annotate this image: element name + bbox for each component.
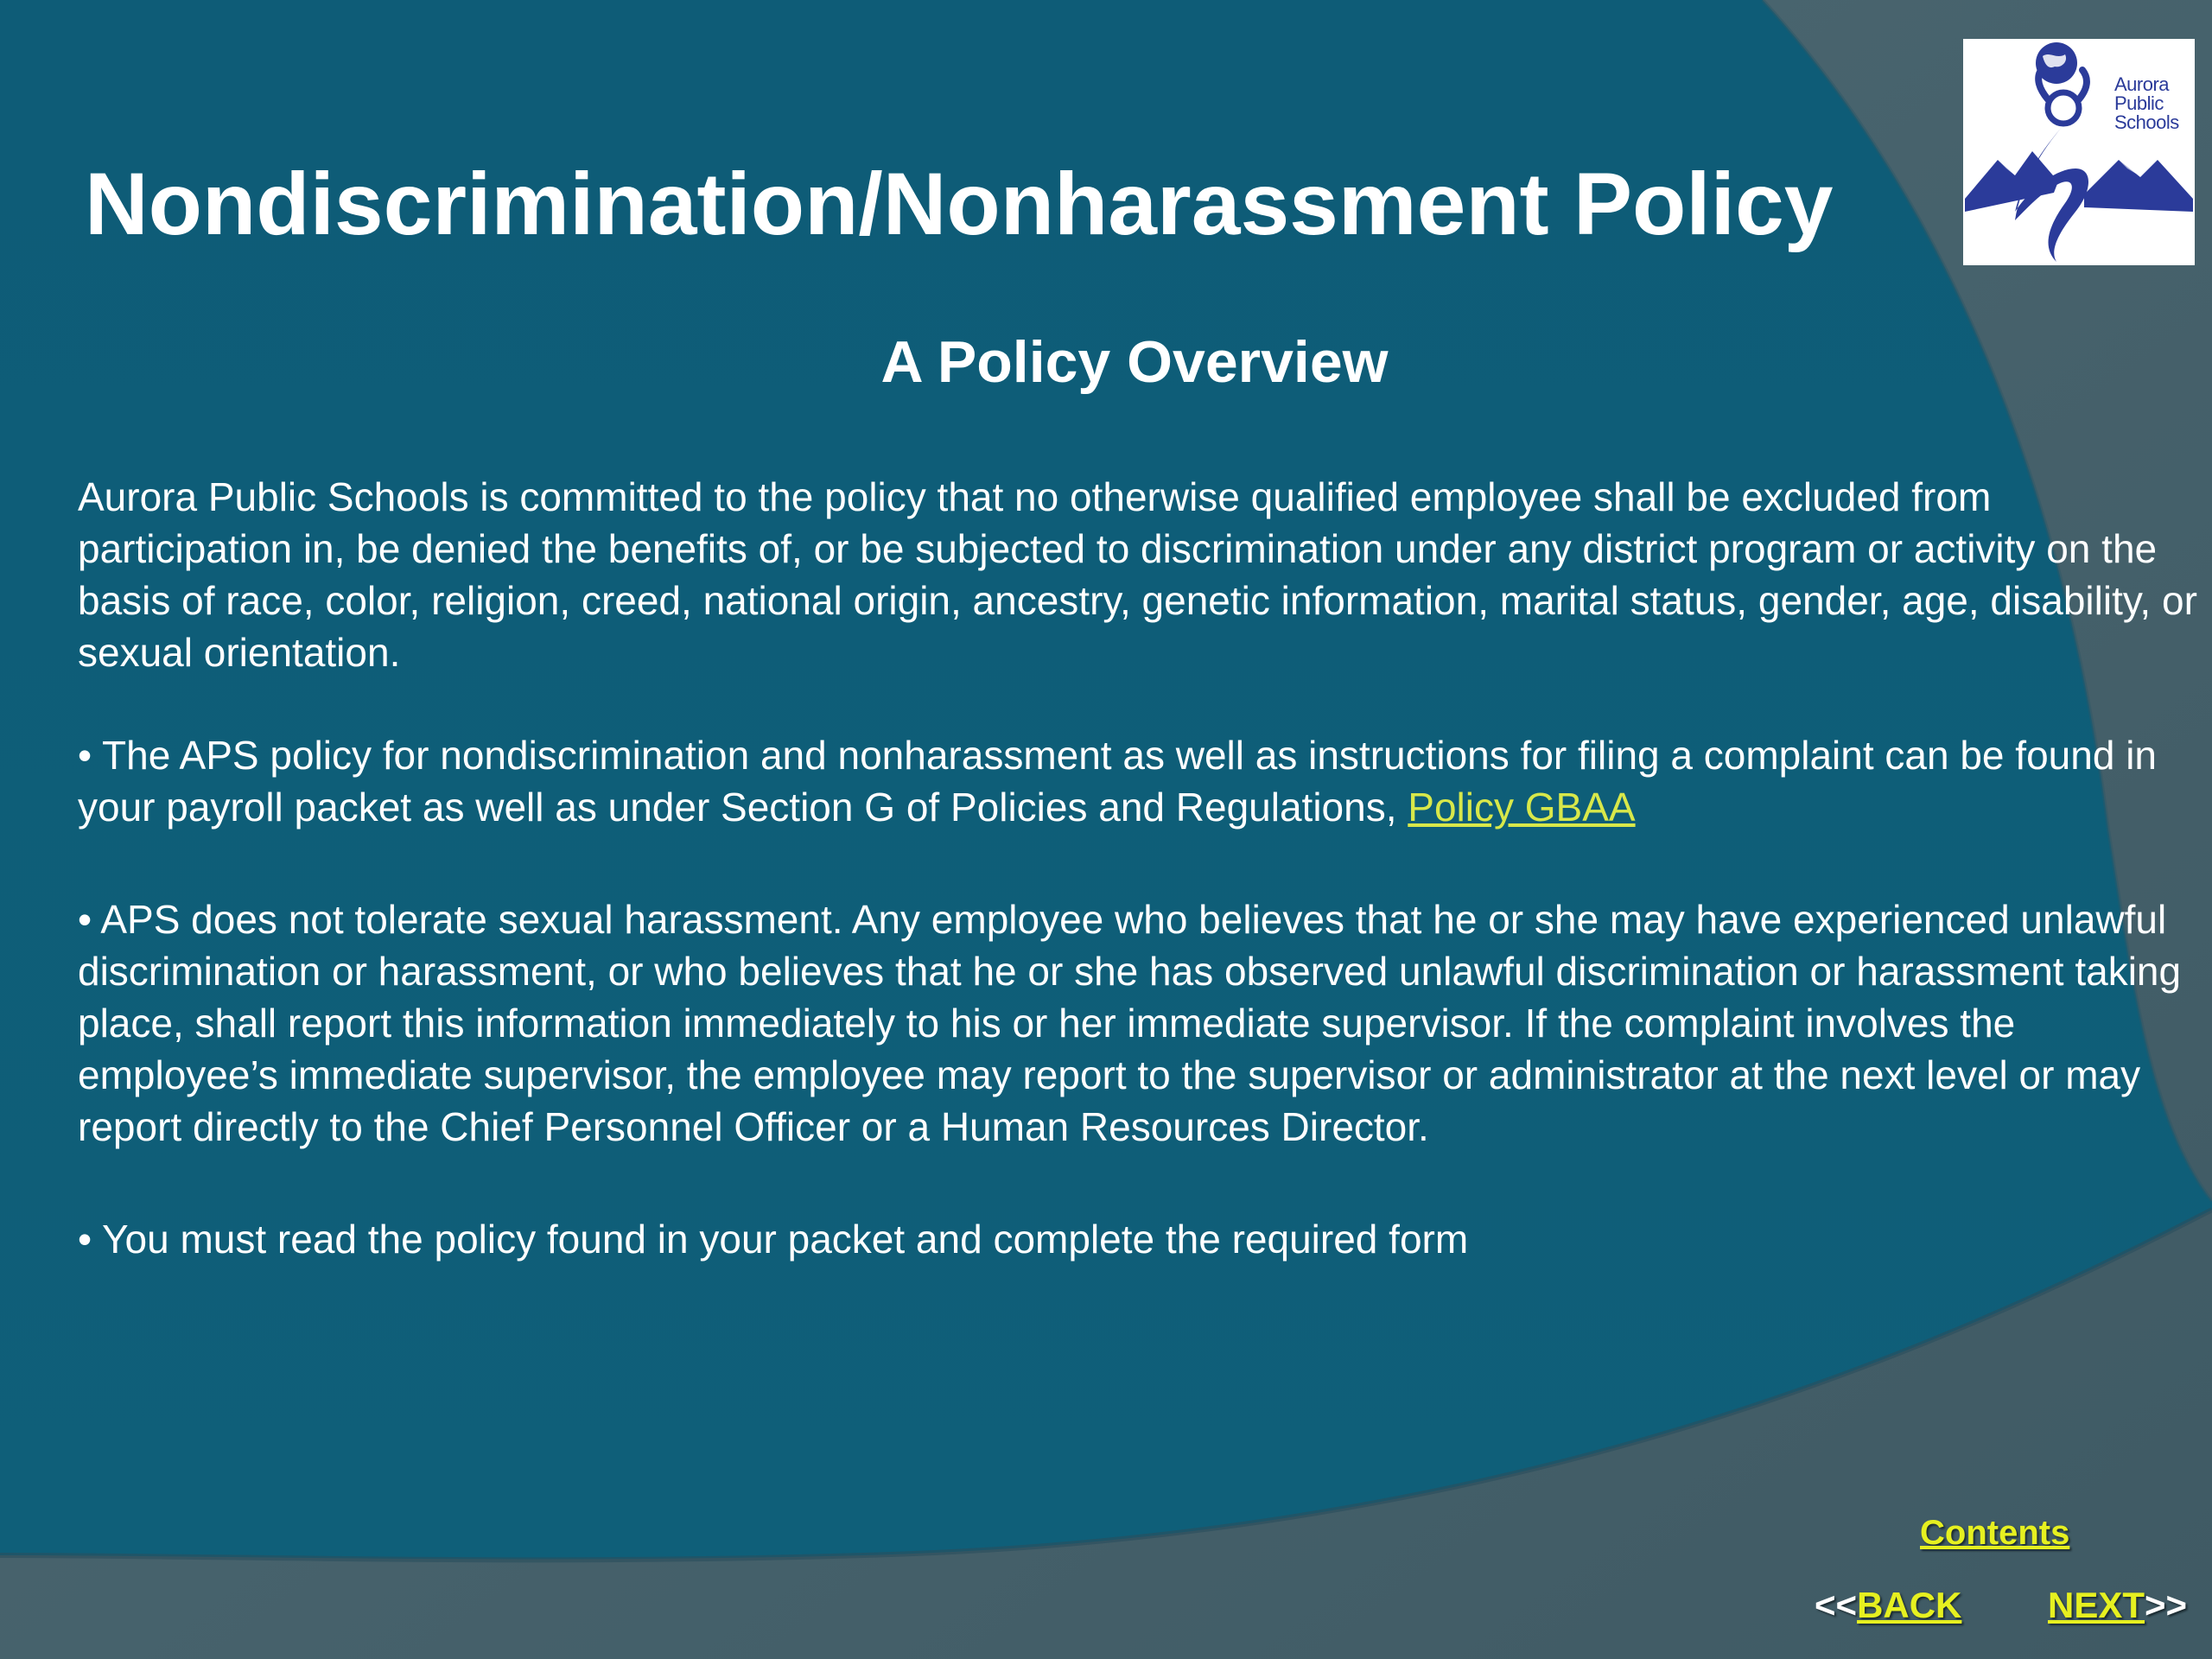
back-prefix: << (1815, 1585, 1858, 1625)
bullet-text: • The APS policy for nondiscrimination and nonharassment as well as instructions for filing a complaint can be found in your payroll packet as well as under Section G of Policies and Regulations, (78, 733, 2157, 830)
contents-link[interactable]: Contents (1920, 1514, 2070, 1552)
next-suffix: >> (2145, 1585, 2188, 1625)
next-nav (2048, 1585, 2187, 1626)
bullet-harassment: • APS does not tolerate sexual harassment. Any employee who believes that he or she may have experienced unlawful discrimination or harassment, or who believes that he or she has observed unlawful discrimination or harassment taking place, shall report this information immediately to his or her immediate supervisor. If the complaint involves the employee’s immediate supervisor, the employee may report to the supervisor or administrator at the next level or may report directly to the Chief Personnel Officer or a Human Resources Director. (78, 897, 2182, 1149)
aurora-public-schools-logo (1963, 39, 2195, 265)
bullet-required-form: • You must read the policy found in your packet and complete the required form (78, 1217, 1469, 1262)
back-link[interactable]: BACK (1857, 1585, 1962, 1625)
body-content (78, 471, 2203, 1265)
policy-gbaa-link[interactable]: Policy GBAA (1408, 785, 1636, 830)
bullet-policy-location (78, 729, 2203, 833)
logo-text-line2: Public (2114, 92, 2164, 114)
intro-paragraph: Aurora Public Schools is committed to the policy that no otherwise qualified employee shall be excluded from participation in, be denied the benefits of, or be subjected to discrimination under any district program or activity on the basis of race, color, religion, creed, national origin, ancestry, genetic information, marital status, gender, age, disability, or sexual orientation. (78, 474, 2197, 675)
logo-text-line3: Schools (2114, 111, 2179, 133)
slide-title: Nondiscrimination/Nonharassment Policy (85, 155, 1834, 253)
slide-subtitle: A Policy Overview (880, 329, 1389, 395)
back-nav (1815, 1585, 1961, 1626)
logo-text-line1: Aurora (2114, 73, 2170, 95)
next-link[interactable]: NEXT (2048, 1585, 2145, 1625)
